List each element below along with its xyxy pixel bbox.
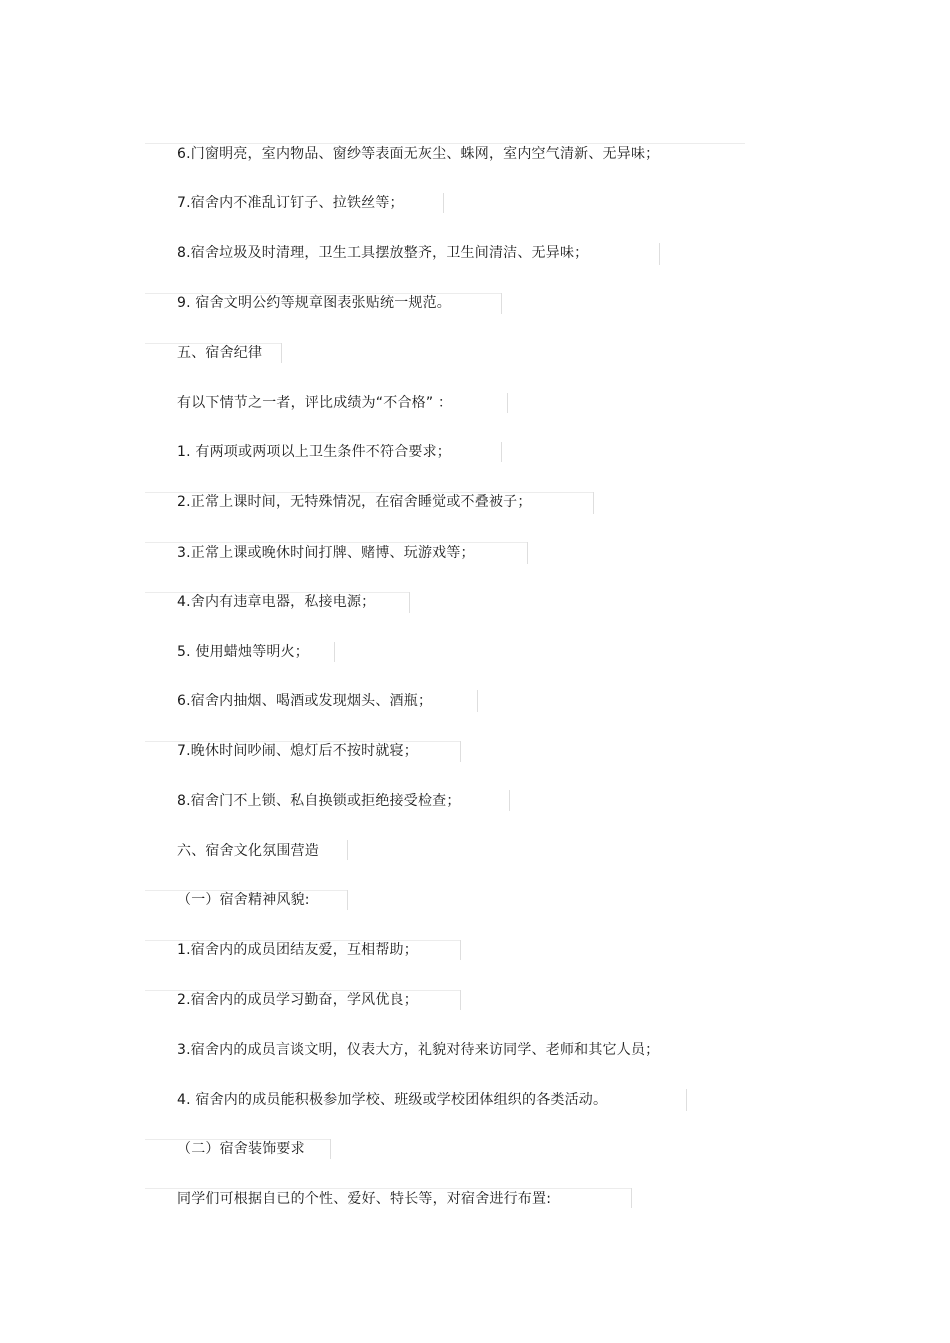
scan-line [659, 243, 660, 265]
list-item: 7.晚休时间吵闹、熄灯后不按时就寝； [177, 743, 418, 759]
list-item: 3.正常上课或晚休时间打牌、赌博、玩游戏等； [177, 545, 475, 561]
scan-line [409, 592, 410, 613]
subsection-heading: （二）宿舍装饰要求 [177, 1141, 305, 1157]
scan-line [509, 790, 510, 811]
list-item: 1.宿舍内的成员团结友爱，互相帮助； [177, 942, 418, 958]
scan-line [281, 343, 282, 363]
scan-line [460, 741, 461, 762]
scan-line [460, 940, 461, 960]
scan-line [507, 393, 508, 413]
subsection-heading: （一）宿舍精神风貌: [177, 892, 310, 908]
list-item: 6.门窗明亮，室内物品、窗纱等表面无灰尘、蛛网，室内空气清新、无异味； [177, 146, 660, 162]
scan-line [593, 492, 594, 514]
list-item: 5. 使用蜡烛等明火； [177, 644, 310, 660]
scan-line [347, 890, 348, 910]
scan-line [631, 1188, 632, 1208]
paragraph: 有以下情节之一者，评比成绩为“不合格” ： [177, 395, 453, 411]
list-item: 7.宿舍内不准乱订钉子、拉铁丝等； [177, 195, 404, 211]
scan-line [347, 840, 348, 860]
list-item: 4. 宿舍内的成员能积极参加学校、班级或学校团体组织的各类活动。 [177, 1092, 608, 1108]
list-item: 6.宿舍内抽烟、喝酒或发现烟头、酒瓶； [177, 693, 433, 709]
scan-line [334, 642, 335, 662]
list-item: 3.宿舍内的成员言谈文明，仪表大方，礼貌对待来访同学、老师和其它人员； [177, 1042, 660, 1058]
scan-line [686, 1089, 687, 1111]
list-item: 1. 有两项或两项以上卫生条件不符合要求； [177, 444, 452, 460]
scan-line [460, 990, 461, 1010]
scan-line [501, 293, 502, 314]
list-item: 8.宿舍垃圾及时清理，卫生工具摆放整齐，卫生间清洁、无异味； [177, 245, 589, 261]
scan-line [477, 690, 478, 712]
scan-line [443, 193, 444, 213]
list-item: 4.舍内有违章电器，私接电源； [177, 594, 376, 610]
section-heading: 六、宿舍文化氛围营造 [177, 843, 319, 859]
paragraph: 同学们可根据自已的个性、爱好、特长等，对宿舍进行布置: [177, 1191, 552, 1207]
list-item: 2.宿舍内的成员学习勤奋，学风优良； [177, 992, 418, 1008]
scan-line [527, 542, 528, 564]
scan-line [501, 442, 502, 462]
section-heading: 五、宿舍纪律 [177, 345, 263, 361]
list-item: 9. 宿舍文明公约等规章图表张贴统一规范。 [177, 295, 452, 311]
list-item: 8.宿舍门不上锁、私自换锁或拒绝接受检查； [177, 793, 461, 809]
list-item: 2.正常上课时间，无特殊情况，在宿舍睡觉或不叠被子； [177, 494, 532, 510]
scan-line [330, 1139, 331, 1159]
